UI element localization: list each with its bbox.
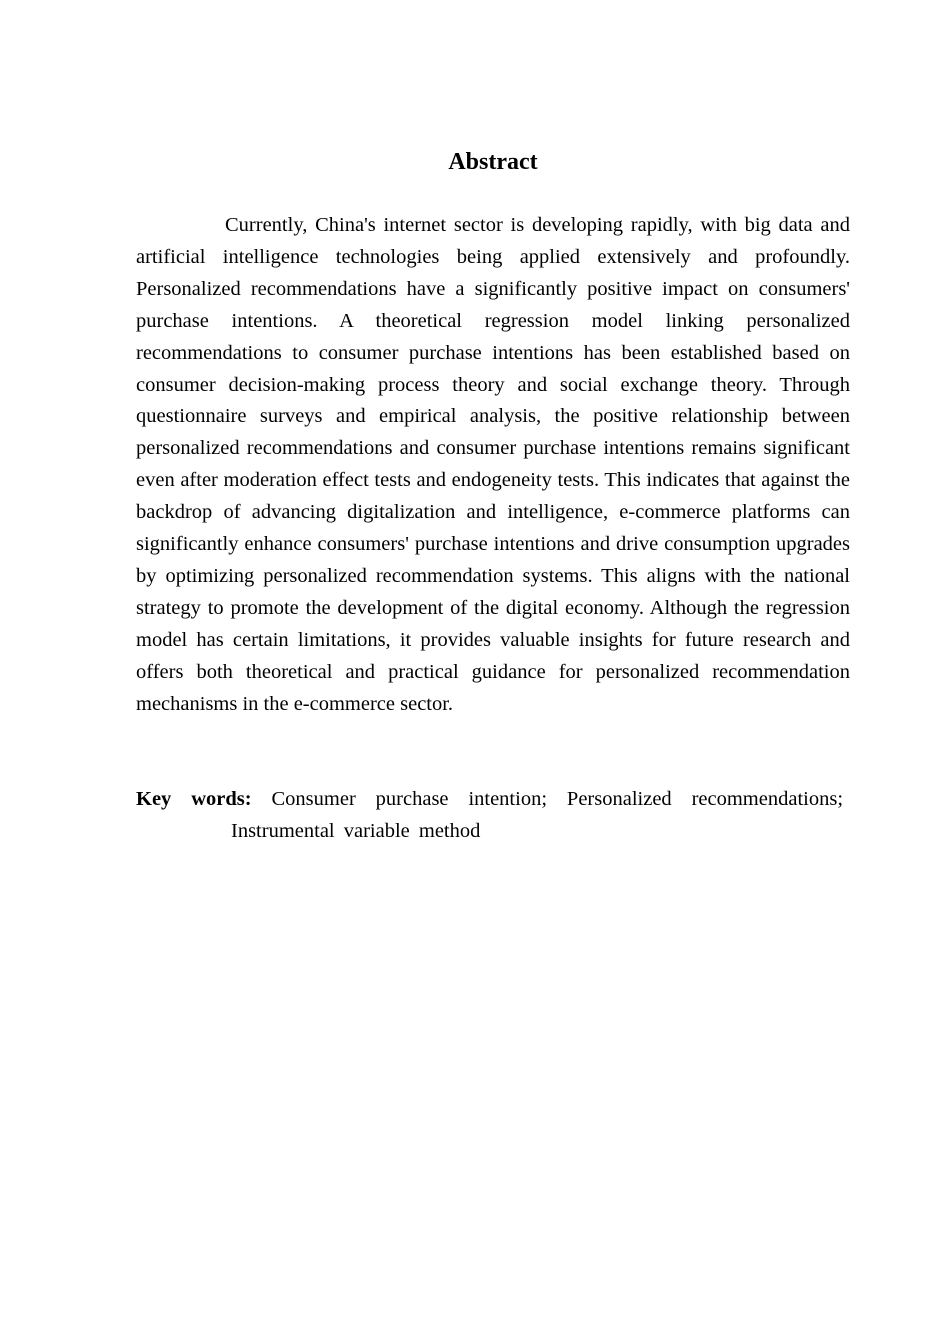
keywords-list-part1: Consumer purchase intention; Personalized recommendations; [271, 788, 844, 810]
abstract-title: Abstract [448, 149, 538, 175]
keywords-list-part2: Instrumental variable method [231, 819, 481, 842]
keywords-label: Key words: [136, 788, 252, 810]
keywords-first-line [136, 784, 850, 816]
keywords-section [136, 784, 850, 848]
abstract-paragraph: Currently, China's internet sector is developing rapidly, with big data and artificial intelligence technologies being applied extensively and profoundly. Personalized recommendations have a significantly positive impact on consumers' purchase intentions. A theoretical regression model linking personalized recommendations to consumer purchase intentions has been established based on consumer decision-making process theory and social exchange theory. Through questionnaire surveys and empirical analysis, the positive relationship between personalized recommendations and consumer purchase intentions remains significant even after moderation effect tests and endogeneity tests. This indicates that against the backdrop of advancing digitalization and intelligence, e-commerce platforms can significantly enhance consumers' purchase intentions and drive consumption upgrades by optimizing personalized recommendation systems. This aligns with the national strategy to promote the development of the digital economy. Although the regression model has certain limitations, it provides valuable insights for future research and offers both theoretical and practical guidance for personalized recommendation mechanisms in the e-commerce sector. [136, 214, 850, 715]
